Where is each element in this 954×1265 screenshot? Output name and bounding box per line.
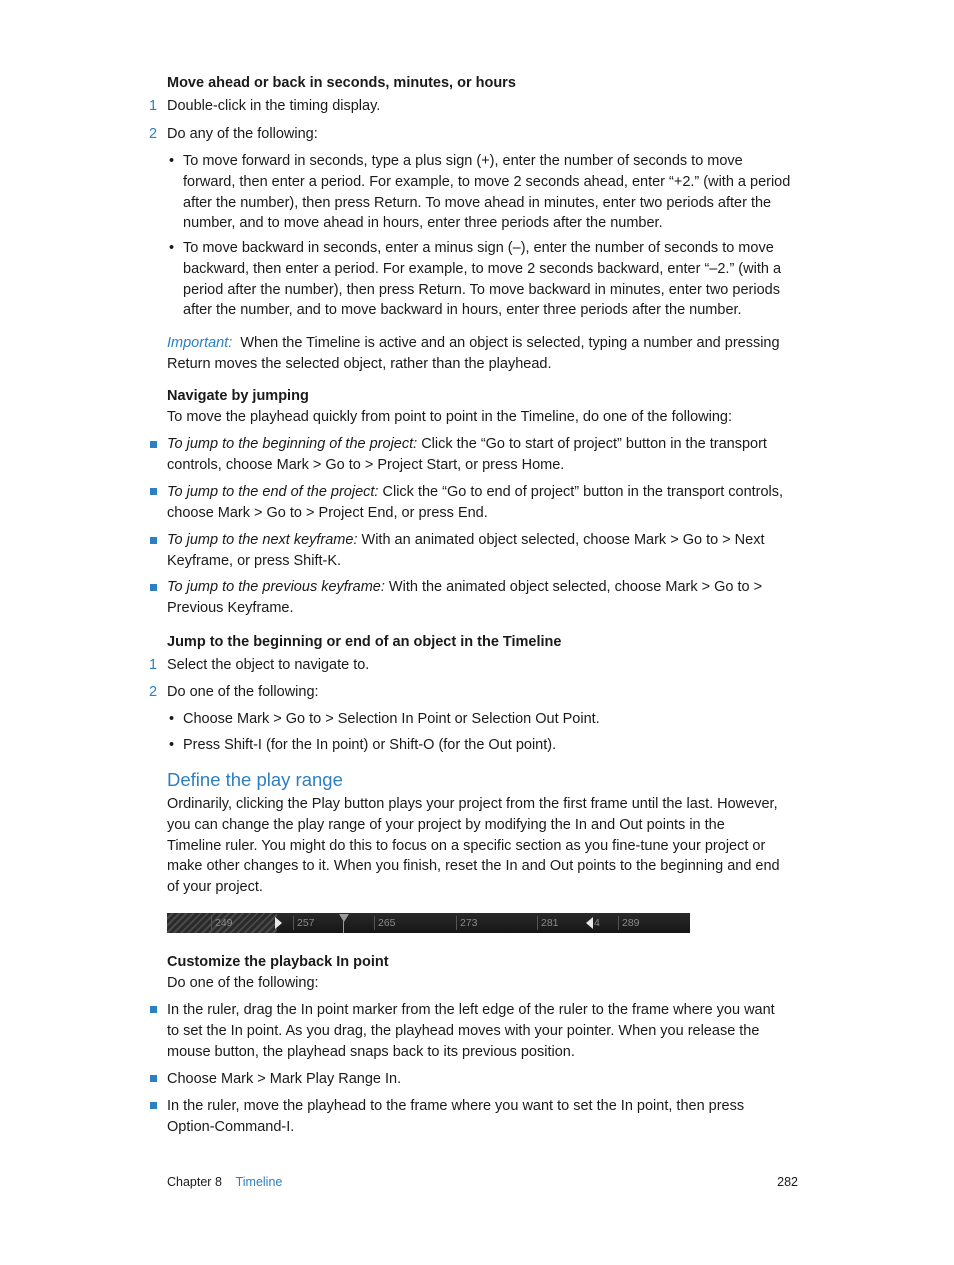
bullet-dot: • — [169, 737, 175, 753]
bullet-dot: • — [169, 240, 175, 256]
text-line: To move backward in seconds, enter a minus sign (–), enter the number of seconds to move — [183, 240, 774, 256]
step-number: 1 — [149, 657, 158, 673]
item-lead: To jump to the end of the project: — [167, 484, 379, 500]
step-number: 2 — [149, 684, 158, 700]
footer-chapter — [167, 1172, 282, 1193]
playhead-icon — [339, 914, 349, 922]
page-number: 282 — [777, 1175, 798, 1189]
text-line: Keyframe, or press Shift-K. — [167, 552, 342, 569]
text-line: after the number), then press Return. To move ahead in minutes, enter two periods after the — [183, 194, 772, 211]
inpoint-item-drag — [167, 1000, 827, 1062]
text-line: period after the number), then press Return. To move backward in minutes, enter two periods — [183, 281, 780, 298]
step-text: Do any of the following: — [167, 126, 318, 142]
intro-text: To move the playhead quickly from point to point in the Timeline, do one of the following: — [167, 409, 733, 425]
important-label: Important: — [167, 335, 233, 351]
item-rest: Click the “Go to start of project” button in the transport — [417, 436, 767, 452]
item-lead: To jump to the beginning of the project: — [167, 436, 418, 452]
subheading-object: Jump to the beginning or end of an object in the Timeline — [167, 634, 562, 650]
bullet-square — [150, 1075, 157, 1082]
text-line: make other changes to it. When you finish, reset the In and Out points to the beginning and end — [167, 858, 780, 875]
text-line: Option-Command-I. — [167, 1118, 295, 1135]
subheading-move: Move ahead or back in seconds, minutes, or hours — [167, 75, 516, 91]
text-line: Timeline ruler. You might do this to focus on a specific section as you fine-tune your project or — [167, 837, 766, 854]
text-line: Previous Keyframe. — [167, 599, 294, 616]
text-line: of your project. — [167, 879, 263, 896]
step-text: Select the object to navigate to. — [167, 657, 370, 673]
jump-item-next — [167, 530, 807, 572]
bullet-forward — [183, 151, 823, 234]
item-rest: With the animated object selected, choose Mark > Go to > — [384, 579, 763, 595]
text-line: Ordinarily, clicking the Play button plays your project from the first frame until the last. However, — [167, 796, 778, 812]
in-point-marker-icon — [275, 917, 282, 929]
ruler-tick-label: 281 — [537, 916, 559, 930]
text-line: after the number, and to move backward in hours, enter three periods after the number. — [183, 302, 742, 319]
inpoint-item-menu: Choose Mark > Mark Play Range In. — [167, 1071, 402, 1087]
bullet-backward — [183, 238, 823, 321]
step-number: 2 — [149, 126, 158, 142]
ruler-tick-label: 4 — [594, 917, 600, 929]
ruler-tick-label: 249 — [211, 916, 233, 930]
jump-item-start — [167, 434, 807, 476]
item-rest: With an animated object selected, choose Mark > Go to > Next — [357, 532, 765, 548]
text-line: mouse button, the playhead snaps back to its previous position. — [167, 1043, 575, 1060]
text-line: In the ruler, move the playhead to the frame where you want to set the In point, then press — [167, 1098, 745, 1114]
bullet-text: Choose Mark > Go to > Selection In Point or Selection Out Point. — [183, 711, 600, 727]
bullet-dot: • — [169, 153, 175, 169]
ruler-tick-label: 273 — [456, 916, 478, 930]
text-line: backward, then enter a period. For example, to move 2 seconds backward, enter “–2.” (with a — [183, 260, 782, 277]
bullet-text: Press Shift-I (for the In point) or Shift-O (for the Out point). — [183, 737, 557, 753]
bullet-square — [150, 488, 157, 495]
text-line: In the ruler, drag the In point marker from the left edge of the ruler to the frame where you want — [167, 1002, 775, 1018]
range-paragraph — [167, 794, 827, 898]
bullet-dot: • — [169, 711, 175, 727]
bullet-square — [150, 1006, 157, 1013]
out-point-marker-icon — [586, 917, 593, 929]
text-line: forward, then enter a period. For example, to move 2 seconds ahead, enter “+2.” (with a period — [183, 173, 791, 190]
item-lead: To jump to the previous keyframe: — [167, 579, 385, 595]
step-number: 1 — [149, 98, 158, 114]
text-line: choose Mark > Go to > Project End, or press End. — [167, 504, 488, 521]
jump-item-previous — [167, 577, 807, 619]
ruler-tick-label: 289 — [618, 916, 640, 930]
text-line: number, and to move ahead in hours, enter three periods after the number. — [183, 215, 663, 232]
inpoint-item-playhead — [167, 1096, 827, 1138]
text-line: controls, choose Mark > Go to > Project Start, or press Home. — [167, 456, 565, 473]
item-lead: To jump to the next keyframe: — [167, 532, 358, 548]
timeline-ruler-image — [167, 913, 690, 933]
ruler-tick-label: 265 — [374, 916, 396, 930]
text-line: To move forward in seconds, type a plus sign (+), enter the number of seconds to move — [183, 153, 743, 169]
ruler-tick-label: 257 — [293, 916, 315, 930]
playhead-line — [343, 921, 344, 933]
bullet-square — [150, 441, 157, 448]
text-line: you can change the play range of your project by modifying the In and Out points in the — [167, 816, 725, 833]
bullet-square — [150, 584, 157, 591]
text-line: to set the In point. As you drag, the playhead moves with your pointer. When you release the — [167, 1022, 760, 1039]
item-rest: Click the “Go to end of project” button in the transport controls, — [378, 484, 784, 500]
section-title: Define the play range — [167, 769, 343, 790]
important-note — [167, 333, 807, 375]
chapter-number: Chapter 8 — [167, 1175, 222, 1189]
bullet-square — [150, 537, 157, 544]
step-text: Do one of the following: — [167, 684, 319, 700]
subheading-inpoint: Customize the playback In point — [167, 954, 389, 970]
step-text: Double-click in the timing display. — [167, 98, 381, 114]
chapter-title-link[interactable]: Timeline — [235, 1175, 283, 1189]
intro-text: Do one of the following: — [167, 975, 319, 991]
text-line: Return moves the selected object, rather than the playhead. — [167, 355, 552, 372]
bullet-square — [150, 1102, 157, 1109]
text-line: When the Timeline is active and an object is selected, typing a number and pressing — [240, 335, 780, 351]
subheading-jump: Navigate by jumping — [167, 388, 309, 404]
jump-item-end — [167, 482, 807, 524]
